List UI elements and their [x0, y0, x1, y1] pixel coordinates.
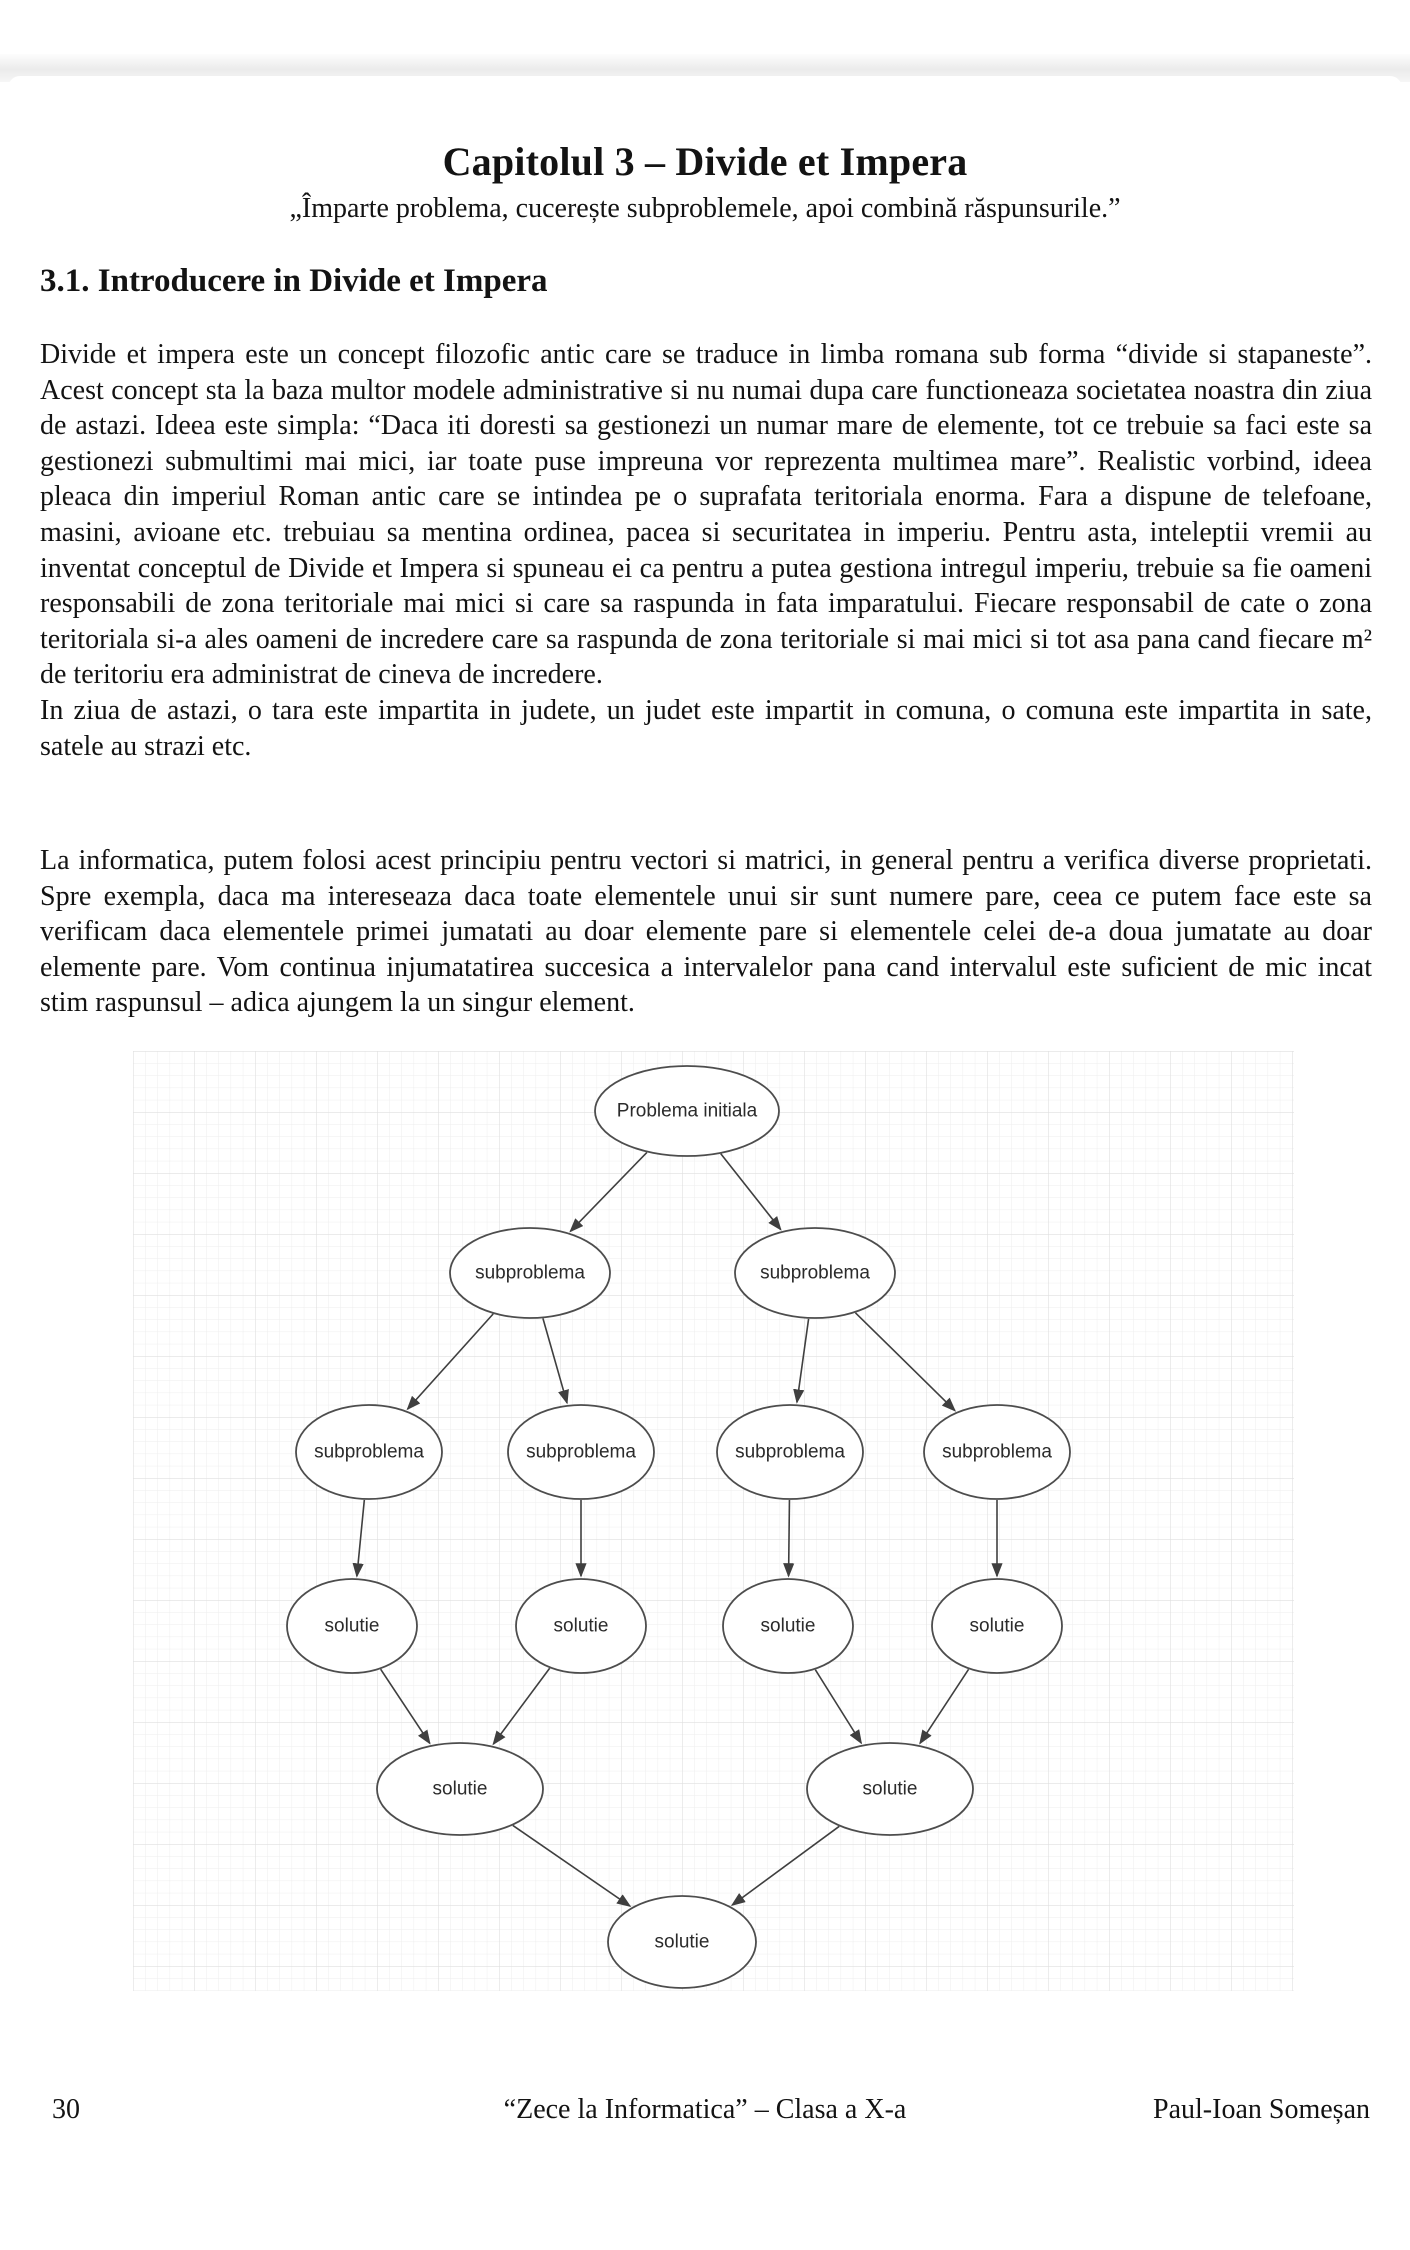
diagram-node-solutie	[377, 1743, 543, 1835]
node-label: subproblema	[314, 1441, 424, 1463]
paragraph-intro	[40, 337, 1372, 764]
diagram-canvas	[133, 1051, 1294, 1991]
node-label: subproblema	[735, 1441, 845, 1463]
node-label: subproblema	[942, 1441, 1052, 1463]
diagram-node-subproblema	[296, 1405, 442, 1499]
node-label: solutie	[969, 1615, 1025, 1637]
node-label: solutie	[432, 1778, 488, 1800]
diagram-node-subproblema	[924, 1405, 1070, 1499]
page-number: 30	[52, 2094, 80, 2125]
diagram-edge	[789, 1500, 790, 1576]
node-label: solutie	[324, 1615, 380, 1637]
footer	[0, 2094, 1410, 2134]
node-label: subproblema	[526, 1441, 636, 1463]
node-label: solutie	[654, 1931, 710, 1953]
footer-author: Paul-Ioan Someșan	[1153, 2094, 1370, 2125]
diagram-node-solutie	[287, 1579, 417, 1673]
paragraph-intro-main: Divide et impera este un concept filozofic antic care se traduce in limba romana sub forma “divide si stapaneste”. Acest concept sta la baza multor modele administrative si nu numai dupa care functioneaza societatea noastra din ziua de astazi. Ideea este simpla: “Daca iti doresti sa gestionezi un numar mare de elemente, tot ce trebuie sa faci este sa gestionezi submultimi mai mici, iar toate puse impreuna vor reprezenta multimea mare”. Realistic vorbind, ideea pleaca din imperiul Roman antic care se intindea pe o suprafata teritoriala enorma. Fara a dispune de telefoane, masini, avioane etc. trebuiau sa mentina ordinea, pacea si securitatea in imperiu. Pentru asta, inteleptii vremii au inventat conceptul de Divide et Impera si spuneau ei ca pentru a putea gestiona intregul imperiu, trebuie sa fie oameni responsabili de zona teritoriale mai mici si care sa raspunda in fata imparatului. Fiecare responsabil de cate o zona teritoriala si-a ales oameni de incredere care sa raspunda de zona teritoriale si mai mici si tot asa pana cand fiecare m² de teritoriu era administrat de cineva de incredere.	[40, 339, 1372, 691]
node-label: solutie	[862, 1778, 918, 1800]
section-heading: 3.1. Introducere in Divide et Impera	[40, 263, 548, 299]
diagram-node-solutie	[932, 1579, 1062, 1673]
previous-page-edge	[8, 0, 1402, 58]
divide-et-impera-diagram	[133, 1051, 1294, 1991]
paragraph-informatics: La informatica, putem folosi acest principiu pentru vectori si matrici, in general pentru a verifica diverse proprietati. Spre exempla, daca ma intereseaza daca toate elementele unui sir sunt numere pare, ceea ce putem face este sa verificam daca elementele primei jumatati au doar elemente pare si elementele celei de-a doua jumatate au doar elemente pare. Vom continua injumatatirea succesica a intervalelor pana cand intervalul este suficient de mic incat stim raspunsul – adica ajungem la un singur element.	[40, 845, 1372, 1019]
diagram-node-solutie	[608, 1896, 756, 1988]
chapter-quote: „Împarte problema, cucerește subproblemele, apoi combină răspunsurile.”	[289, 193, 1121, 224]
diagram-node-subproblema	[450, 1228, 610, 1318]
diagram-node-solutie	[516, 1579, 646, 1673]
diagram-node-solutie	[807, 1743, 973, 1835]
diagram-node-subproblema	[717, 1405, 863, 1499]
diagram-node-problema-initiala	[595, 1066, 779, 1156]
node-label: subproblema	[760, 1262, 870, 1284]
diagram-node-solutie	[723, 1579, 853, 1673]
footer-book-title: “Zece la Informatica” – Clasa a X-a	[503, 2094, 907, 2125]
node-label: solutie	[553, 1615, 609, 1637]
diagram-node-subproblema	[735, 1228, 895, 1318]
node-label: subproblema	[475, 1262, 585, 1284]
node-label: Problema initiala	[616, 1100, 758, 1122]
node-label: solutie	[760, 1615, 816, 1637]
chapter-title: Capitolul 3 – Divide et Impera	[442, 139, 968, 184]
paragraph-intro-example: In ziua de astazi, o tara este impartita in judete, un judet este impartit in comuna, o comuna este impartita in sate, satele au strazi etc.	[40, 694, 1372, 762]
diagram-node-subproblema	[508, 1405, 654, 1499]
